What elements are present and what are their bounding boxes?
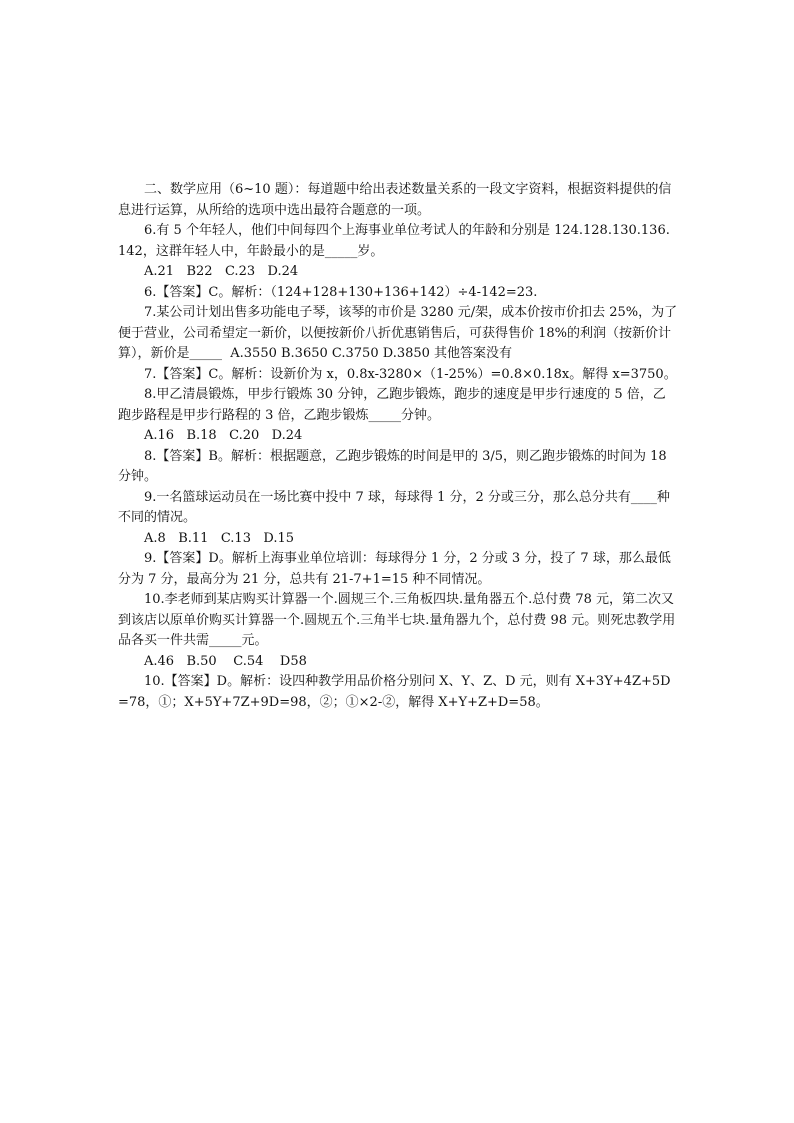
- question-8-options: A.16 B.18 C.20 D.24: [144, 428, 303, 443]
- question-6-answer: 6.【答案】C。解析：（124+128+130+136+142）÷4-142=23.: [144, 284, 538, 300]
- question-9-answer: 9.【答案】D。解析上海事业单位培训：每球得分 1 分，2 分或 3 分，投了 7 球，那么最低分为 7 分，最高分为 21 分，总共有 21-7+1=15 种不同情况。: [118, 551, 671, 587]
- section-heading: 二、数学应用（6~10 题）：每道题中给出表述数量关系的一段文字资料，根据资料提供的信息进行运算，从所给的选项中选出最符合题意的一项。: [118, 182, 672, 218]
- document-body: [118, 180, 678, 713]
- question-8-stem: 8.甲乙清晨锻炼，甲步行锻炼 30 分钟，乙跑步锻炼，跑步的速度是甲步行速度的 5 倍，乙跑步路程是甲步行路程的 3 倍，乙跑步锻炼_____分钟。: [118, 387, 666, 423]
- question-10-answer: 10.【答案】D。解析：设四种教学用品价格分别问 X、Y、Z、D 元，则有 X+3Y+4Z+5D=78，①；X+5Y+7Z+9D=98，②；①×2-②，解得 X+Y+Z+D=58。: [118, 674, 671, 710]
- question-6-stem: 6.有 5 个年轻人，他们中间每四个上海事业单位考试人的年龄和分别是 124.128.130.136.142，这群年轻人中，年龄最小的是_____岁。: [118, 223, 670, 259]
- question-8-answer: 8.【答案】B。解析：根据题意，乙跑步锻炼的时间是甲的 3/5，则乙跑步锻炼的时间为 18 分钟。: [118, 448, 671, 484]
- question-10-options: A.46 B.50 C.54 D58: [144, 653, 307, 669]
- question-9-options: A.8 B.11 C.13 D.15: [144, 530, 295, 546]
- question-9-stem: 9.一名篮球运动员在一场比赛中投中 7 球，每球得 1 分，2 分或三分，那么总分共有____种不同的情况。: [118, 489, 670, 525]
- question-10-stem: 10.李老师到某店购买计算器一个.圆规三个.三角板四块.量角器五个.总付费 78 元，第二次又到该店以原单价购买计算器一个.圆规五个.三角半七块.量角器九个，总付费 98 元。则死忠教学用品各买一件共需_____元。: [118, 592, 676, 648]
- question-7-answer: 7.【答案】C。解析：设新价为 x，0.8x-3280×（1-25%）=0.8×0.18x。解得 x=3750。: [144, 366, 677, 382]
- question-6-options: A.21 B22 C.23 D.24: [144, 264, 299, 279]
- question-7-stem: 7.某公司计划出售多功能电子琴，该琴的市价是 3280 元/架，成本价按市价扣去 25%，为了便于营业，公司希望定一新价，以便按新价八折优惠销售后，可获得售价 18%的利润（按新价计算），新价是_____ A.3550 B.3650 C.3750 D.3850 其他答案没有: [118, 305, 678, 361]
